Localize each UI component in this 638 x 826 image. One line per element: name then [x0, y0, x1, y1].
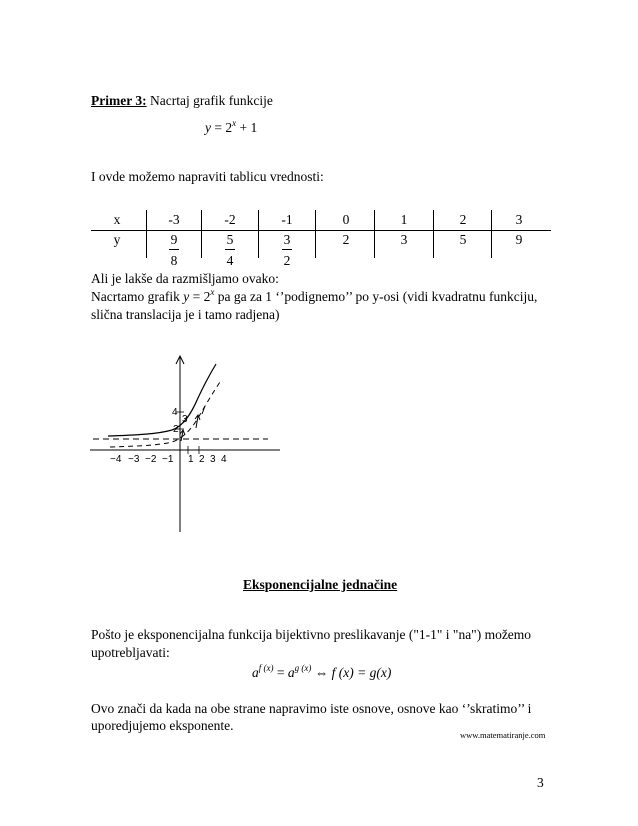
table-cell-x: 0	[342, 212, 350, 227]
y-tick-label: 3	[182, 414, 188, 425]
example-text: Nacrtaj grafik funkcije	[146, 93, 273, 108]
example-heading: Primer 3:	[91, 93, 147, 108]
table-cell-x: -3	[168, 212, 180, 227]
website-link[interactable]: www.matematiranje.com	[460, 730, 546, 740]
x-tick-label: 4	[221, 454, 227, 465]
y-tick-label: 4	[172, 407, 178, 418]
inline-formula: $y = 2^x$	[183, 287, 215, 304]
table-cell-x: 3	[515, 212, 523, 227]
table-header-y: y	[113, 232, 121, 247]
table-column-separator	[374, 210, 375, 258]
table-column-separator	[315, 210, 316, 258]
table-intro: I ovde možemo napraviti tablicu vrednosti:	[91, 169, 324, 184]
table-cell-y: 2	[342, 232, 350, 247]
table-column-separator	[433, 210, 434, 258]
table-cell-x: -2	[224, 212, 236, 227]
y-tick-label: 2	[173, 424, 179, 435]
x-tick-label: 3	[210, 454, 216, 465]
function-graph	[88, 352, 288, 537]
explanation-line-3: slična translacija je i tamo radjena)	[91, 307, 280, 322]
paragraph-1-line-1: Pošto je eksponencijalna funkcija bijektivno preslikavanje ("1-1" i "na") možemo	[91, 627, 532, 642]
x-tick-label: −4	[110, 454, 122, 465]
section-title: Eksponencijalne jednačine	[243, 577, 398, 592]
translated-curve	[108, 364, 216, 436]
x-tick-label: 2	[199, 454, 205, 465]
paragraph-2-line-1: Ovo znači da kada na obe strane napravimo iste osnove, osnove kao ‘’skratimo’’ i	[91, 701, 532, 716]
table-column-separator	[491, 210, 492, 258]
table-cell-y: 9	[515, 232, 523, 247]
fraction: $\frac{9}{8}$	[170, 232, 178, 268]
paragraph-1-line-2: upotrebljavati:	[91, 645, 170, 660]
table-cell-y	[154, 232, 194, 269]
table-cell-y: 5	[459, 232, 467, 247]
table-divider	[91, 230, 551, 231]
table-cell-x: -1	[281, 212, 293, 227]
explanation-line-2: Nacrtamo grafik $y = 2^x$ pa ga za 1 ‘’podignemo’’ po y-osi (vidi kvadratnu funkciju,	[91, 287, 538, 304]
table-cell-y: 3	[400, 232, 408, 247]
table-column-separator	[146, 210, 147, 258]
fraction: $\frac{3}{2}$	[283, 232, 291, 268]
x-tick-label: 1	[188, 454, 194, 465]
fraction: $\frac{5}{4}$	[226, 232, 234, 268]
table-cell-y	[210, 232, 250, 269]
original-curve	[110, 382, 220, 447]
table-cell-x: 2	[459, 212, 467, 227]
table-cell-x: 1	[400, 212, 408, 227]
example-heading-line	[91, 92, 273, 110]
function-formula: $y = 2^x + 1$	[205, 118, 258, 135]
table-column-separator	[201, 210, 202, 258]
page-number: 3	[537, 775, 544, 790]
equivalence-formula: $a^{f (x)} = a^{g (x)}$ ⇔ f (x) = g(x)	[252, 663, 392, 680]
value-table	[91, 210, 551, 268]
translation-arrow-icon	[202, 406, 205, 414]
table-column-separator	[258, 210, 259, 258]
x-tick-label: −1	[162, 454, 174, 465]
explanation-line-1: Ali je lakše da razmišljamo ovako:	[91, 271, 279, 286]
table-cell-y	[267, 232, 307, 269]
table-header-x: x	[113, 212, 121, 227]
x-tick-label: −3	[128, 454, 140, 465]
paragraph-2-line-2: uporedjujemo eksponente.	[91, 718, 234, 733]
x-tick-label: −2	[145, 454, 157, 465]
